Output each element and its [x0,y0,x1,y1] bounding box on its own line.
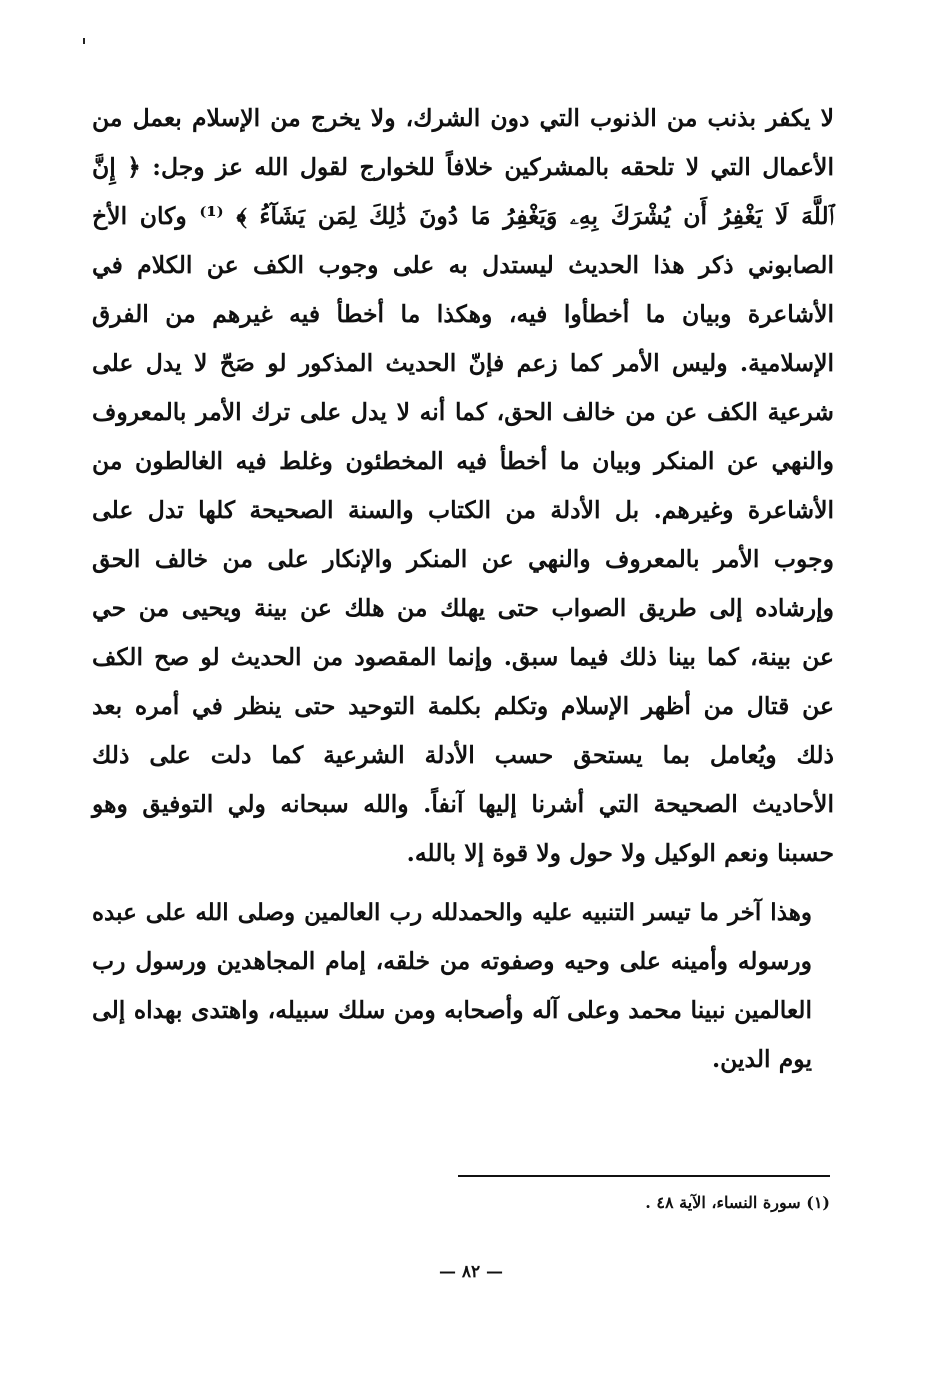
text-line: الإسلامية. وليس الأمر كما زعم فإنّ الحديث المذكور لو صَحّ لا يدل على [92,349,834,377]
text-line: الصابوني ذكر هذا الحديث ليستدل به على وجوب الكف عن الكلام في [92,251,834,279]
text-line: عن قتال من أظهر الإسلام وتكلم بكلمة التوحيد حتى ينظر في أمره بعد [92,692,834,720]
text-line: ورسوله وأمينه على وحيه وصفوته من خلقه، إمام المجاهدين ورسول رب [92,947,812,975]
text-line: الأحاديث الصحيحة التي أشرنا إليها آنفاً. والله سبحانه ولي التوفيق وهو [92,790,834,818]
text-line: وهذا آخر ما تيسر التنبيه عليه والحمدلله رب العالمين وصلى الله على عبده [92,899,812,926]
text-line: والنهي عن المنكر وبيان ما أخطأ فيه المخطئون وغلط فيه الغالطون من [92,447,834,475]
text-line: العالمين نبينا محمد وعلى آله وأصحابه ومن سلك سبيله، واهتدى بهداه إلى [92,996,812,1024]
main-paragraph [92,94,834,878]
footnote: (١) سورة النساء، الآية ٤٨ . [645,1193,830,1212]
text-line: عن بينة، كما بينا ذلك فيما سبق. وإنما المقصود من الحديث لو صح الكف [92,643,834,671]
text-line: حسبنا ونعم الوكيل ولا حول ولا قوة إلا بالله. [406,839,834,867]
footnote-divider [458,1175,830,1177]
scan-mark [83,38,85,44]
text-line: الأشاعرة وغيرهم. بل الأدلة من الكتاب والسنة الصحيحة كلها تدل على [92,496,834,524]
text-line: لا يكفر بذنب من الذنوب التي دون الشرك، ولا يخرج من الإسلام بعمل من [92,104,834,132]
text-line: الأشاعرة وبيان ما أخطأوا فيه، وهكذا ما أخطأ فيه غيرهم من الفرق [92,300,834,328]
page-number: — ٨٢ — [438,1262,504,1282]
text-line: وجوب الأمر بالمعروف والنهي عن المنكر والإنكار على من خالف الحق [92,545,834,573]
closing-paragraph [92,888,834,1084]
text-line: شرعية الكف عن من خالف الحق، كما أنه لا يدل على ترك الأمر بالمعروف [92,398,834,426]
text-line: وإرشاده إلى طريق الصواب حتى يهلك من هلك عن بينة ويحيى من حي [92,594,834,622]
text-line: الأعمال التي لا تلحقه بالمشركين خلافاً للخوارج لقول الله عز وجل: ﴿ إِنَّ [92,153,834,181]
text-line: يوم الدين. [711,1045,812,1073]
quran-verse-line: ٱللَّهَ لَا يَغْفِرُ أَن يُشْرَكَ بِهِۦ وَيَغْفِرُ مَا دُونَ ذَٰلِكَ لِمَن يَشَآءُ ﴾ ⁽¹⁾ وكان الأخ [92,202,835,230]
text-line: ذلك ويُعامل بما يستحق حسب الأدلة الشرعية كما دلت على ذلك [92,741,834,769]
